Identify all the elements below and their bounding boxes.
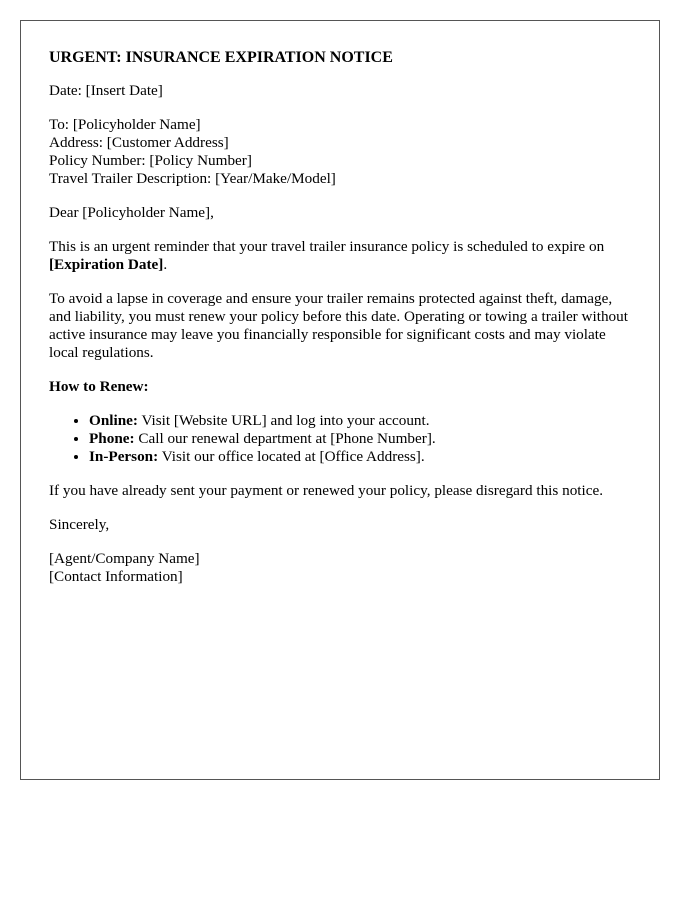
signature-name: [Agent/Company Name] <box>49 550 200 567</box>
expiration-date: [Expiration Date] <box>49 256 164 273</box>
policy-number: Policy Number: [Policy Number] <box>49 152 252 169</box>
renew-options-list <box>49 412 631 466</box>
disregard-paragraph: If you have already sent your payment or renewed your policy, please disregard this notice. <box>49 482 604 499</box>
renew-option-online <box>89 412 631 430</box>
renew-option-text: Call our renewal department at [Phone Number]. <box>134 430 436 447</box>
renew-option-label: Online: <box>89 412 138 429</box>
signature-contact: [Contact Information] <box>49 568 183 585</box>
signature-block <box>49 550 631 586</box>
reminder-end: . <box>163 256 168 273</box>
renew-option-text: Visit [Website URL] and log into your account. <box>137 412 430 429</box>
notice-title: URGENT: INSURANCE EXPIRATION NOTICE <box>49 49 393 66</box>
salutation: Dear [Policyholder Name], <box>49 204 214 221</box>
closing: Sincerely, <box>49 516 110 533</box>
renew-option-label: Phone: <box>89 430 135 447</box>
renew-option-phone <box>89 430 631 448</box>
recipient-block <box>49 116 631 188</box>
renew-option-label: In-Person: <box>89 448 159 465</box>
warning-paragraph: To avoid a lapse in coverage and ensure your trailer remains protected against theft, damage, and liability, you must renew your policy before this date. Operating or towing a trailer without active insurance may leave you financially responsible for significant costs and may violate local regulations. <box>49 290 628 361</box>
reminder-text: This is an urgent reminder that your travel trailer insurance policy is scheduled to expire on <box>49 238 605 255</box>
renew-option-text: Visit our office located at [Office Address]. <box>158 448 425 465</box>
renew-heading: How to Renew: <box>49 378 149 395</box>
recipient-address: Address: [Customer Address] <box>49 134 229 151</box>
trailer-description: Travel Trailer Description: [Year/Make/Model] <box>49 170 336 187</box>
notice-letter <box>20 20 660 780</box>
renew-option-in-person <box>89 448 631 466</box>
date-line: Date: [Insert Date] <box>49 82 163 99</box>
recipient-to: To: [Policyholder Name] <box>49 116 201 133</box>
reminder-paragraph <box>49 238 631 274</box>
